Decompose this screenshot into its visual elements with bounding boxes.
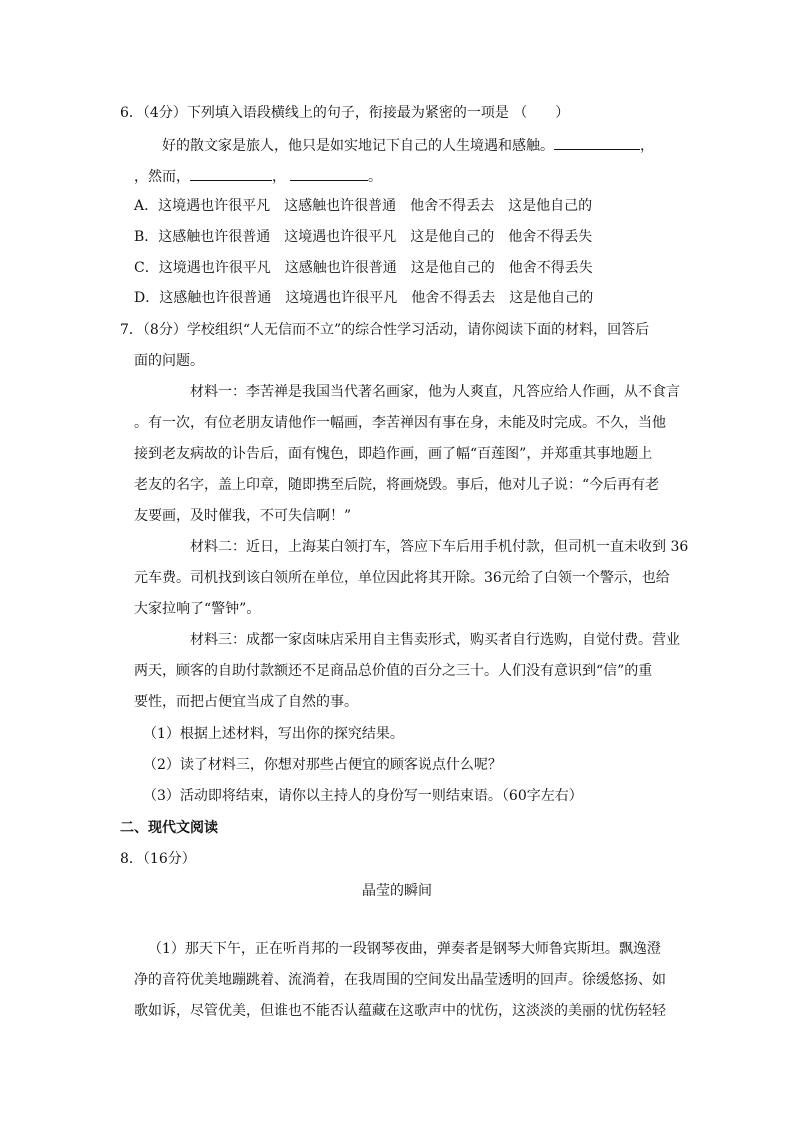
article-title: 晶莹的瞬间 [362, 883, 432, 899]
fill-blank-2[interactable] [190, 166, 272, 181]
material1-line: 老友的名字，盖上印章，随即携至后院，将画烧毁。事后，他对儿子说：“今后再有老 [134, 477, 660, 493]
q6-option-c[interactable]: C．这境遇也许很平凡 这感触也许很普通 这是他自己的 他舍不得丢失 [134, 260, 593, 276]
material2-line: 材料二：近日，上海某白领打车，答应下车后用手机付款，但司机一直未收到 36 [190, 539, 689, 555]
article-paragraph-line: 歌如诉，尽管优美，但谁也不能否认蕴藏在这歌声中的忧伤，这淡淡的美丽的忧伤轻轻 [134, 1003, 666, 1019]
material3-line: 要性，而把占便宜当成了自然的事。 [134, 694, 358, 710]
q6-stem-b3: 。 [368, 169, 382, 185]
fill-blank-1[interactable] [554, 135, 640, 150]
q6-option-a[interactable]: A．这境遇也许很平凡 这感触也许很普通 他舍不得丢去 这是他自己的 [134, 198, 593, 214]
section-heading: 二、现代文阅读 [120, 820, 218, 836]
q8-heading: 8．（16分） [120, 851, 196, 867]
q6-option-b[interactable]: B．这感触也许很普通 这境遇也许很平凡 这是他自己的 他舍不得丢失 [134, 229, 593, 245]
fill-blank-3[interactable] [290, 166, 368, 181]
material3-line: 材料三：成都一家卤味店采用自主售卖形式，购买者自行选购，自觉付费。营业 [190, 632, 680, 648]
material1-line: 材料一：李苦禅是我国当代著名画家，他为人爽直，凡答应给人作画，从不食言 [190, 384, 680, 400]
q6-option-d[interactable]: D．这感触也许很普通 这境遇也许很平凡 他舍不得丢去 这是他自己的 [134, 290, 594, 306]
q7-subquestion-2: （2）读了材料三，你想对那些占便宜的顾客说点什么呢？ [143, 757, 502, 773]
article-paragraph-line: 净的音符优美地蹦跳着、流淌着，在我周围的空间发出晶莹透明的回声。徐缓悠扬、如 [134, 972, 666, 988]
material2-line: 元车费。司机找到该白领所在单位，单位因此将其开除。36元给了白领一个警示，也给 [134, 570, 670, 586]
q6-heading: 6．（4分）下列填入语段横线上的句子，衔接最为紧密的一项是 （ ） [120, 105, 570, 121]
q7-heading-line1: 7．（8分）学校组织“人无信而不立”的综合性学习活动，请你阅读下面的材料，回答后 [120, 322, 650, 338]
q6-stem-text: 好的散文家是旅人，他只是如实地记下自己的人生境遇和感触。 [162, 138, 554, 154]
material1-line: 。有一次，有位老朋友请他作一幅画，李苦禅因有事在身，未能及时完成。不久，当他 [134, 415, 666, 431]
q7-heading-line2: 面的问题。 [134, 353, 204, 369]
q6-stem-comma: ， [640, 138, 654, 154]
q6-stem-line2 [134, 166, 382, 187]
material2-line: 大家拉响了“警钟”。 [134, 601, 261, 617]
q7-subquestion-3: （3）活动即将结束，请你以主持人的身份写一则结束语。（60字左右） [143, 788, 583, 804]
article-paragraph-line: （1）那天下午，正在听肖邦的一段钢琴夜曲，弹奏者是钢琴大师鲁宾斯坦。飘逸澄 [148, 941, 661, 957]
q7-subquestion-1: （1）根据上述材料，写出你的探究结果。 [143, 726, 404, 742]
material1-line: 接到老友病故的讣告后，面有愧色，即趋作画，画了幅“百莲图”，并郑重其事地题上 [134, 446, 653, 462]
material3-line: 两天，顾客的自助付款额还不足商品总价值的百分之三十。人们没有意识到“信”的重 [134, 663, 653, 679]
q6-stem-b1: ，然而， [134, 169, 190, 185]
q6-stem-b2: ， [272, 169, 286, 185]
material1-line: 友要画，及时催我，不可失信啊！” [134, 508, 352, 524]
q6-stem-line1 [162, 135, 654, 156]
